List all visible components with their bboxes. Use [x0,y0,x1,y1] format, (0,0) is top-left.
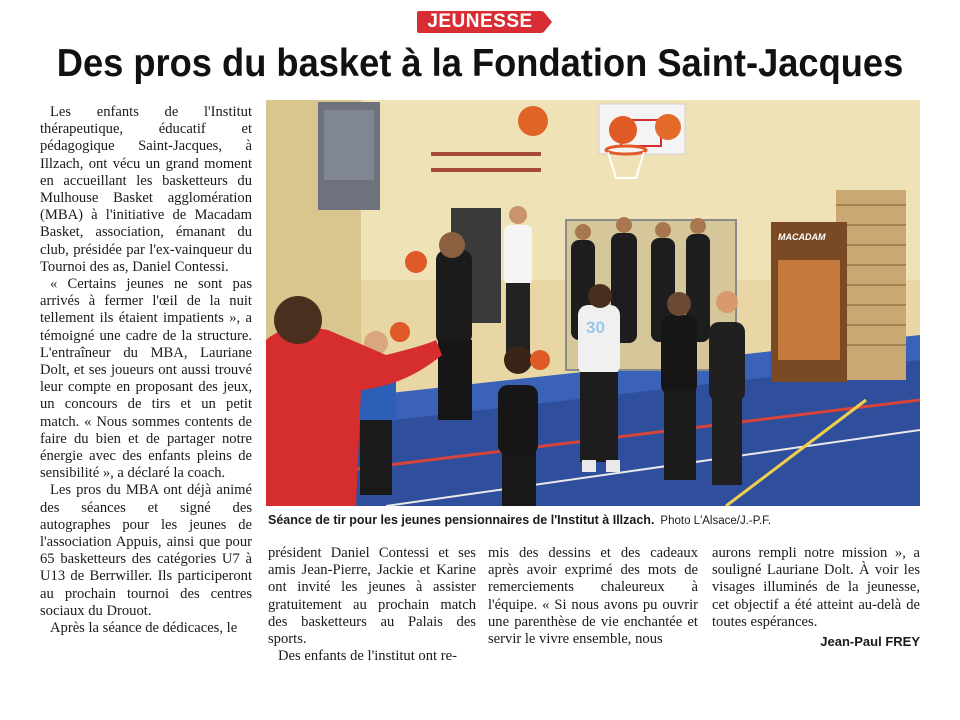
rubric-container [0,11,960,33]
caption-text: Séance de tir pour les jeunes pensionnaires de l'Institut à Illzach. [268,513,655,527]
paragraph: « Certains jeunes ne sont pas arrivés à fermer l'œil de la nuit tellement ils étaient impatients », a témoigné une cadre de la structure. L'entraîneur du MBA, Lauriane Dolt, et ses joueurs ont aussi trouvé leur compte en proposant des jeux, un concours de tirs et un petit match. « Nous sommes contents de faire du bien et de partager notre énergie avec des enfants pleins de sensibilité », a déclaré la coach. [40,276,252,482]
paragraph: Des enfants de l'institut ont re- [278,648,457,665]
poster-brand-text: MACADAM [778,232,826,242]
paragraph: aurons rempli notre mission », a souligné Lauriane Dolt. À voir les visages illuminés de la jeunesse, cet objectif a été atteint au-delà de toutes espérances. [712,545,920,630]
article-photo [266,100,920,506]
author-signature: Jean-Paul FREY [820,634,920,650]
gym-scene-illustration [266,100,920,506]
section-rubric: JEUNESSE [417,11,542,33]
paragraph: président Daniel Contessi et ses amis Jean-Pierre, Jackie et Karine ont invité les jeunes à assister gratuitement au prochain match des basketteurs au Palais des sports. [268,545,476,648]
headline: Des pros du basket à la Fondation Saint-Jacques [56,42,904,85]
paragraph: Les enfants de l'Institut thérapeutique, éducatif et pédagogique Saint-Jacques, à Illzach, ont vécu un grand moment en accueillant les basketteurs du Mulhouse Basket agglomération (MBA) à l'initiative de Macadam Basket, association, émanant du club, présidée par l'ex-vainqueur du Tournoi des as, Daniel Contessi. [40,104,252,275]
paragraph: Après la séance de dédicaces, le [50,620,238,637]
article-column-2 [268,545,476,665]
paragraph: Les pros du MBA ont déjà animé des séances et signé des autographes pour les jeunes de l'association Appuis, ainsi que pour 65 basketteurs des catégories U7 à U13 de Berrwiller. Ils participeront au prochain tournoi des centres sociaux du Drouot. [40,482,252,619]
paragraph: mis des dessins et des cadeaux après avoir exprimé des mots de remerciements chaleureux à l'équipe. « Si nous avons pu ouvrir une parenthèse de vie enchantée et servir le vivre ensemble, nous [488,545,698,648]
jersey-number-text: 30 [586,318,605,337]
article-column-4 [712,545,920,650]
photo-caption [268,512,928,529]
photo-credit: Photo L'Alsace/J.-P.F. [660,515,772,527]
article-column-3 [488,545,698,648]
article-column-1 [40,104,252,637]
